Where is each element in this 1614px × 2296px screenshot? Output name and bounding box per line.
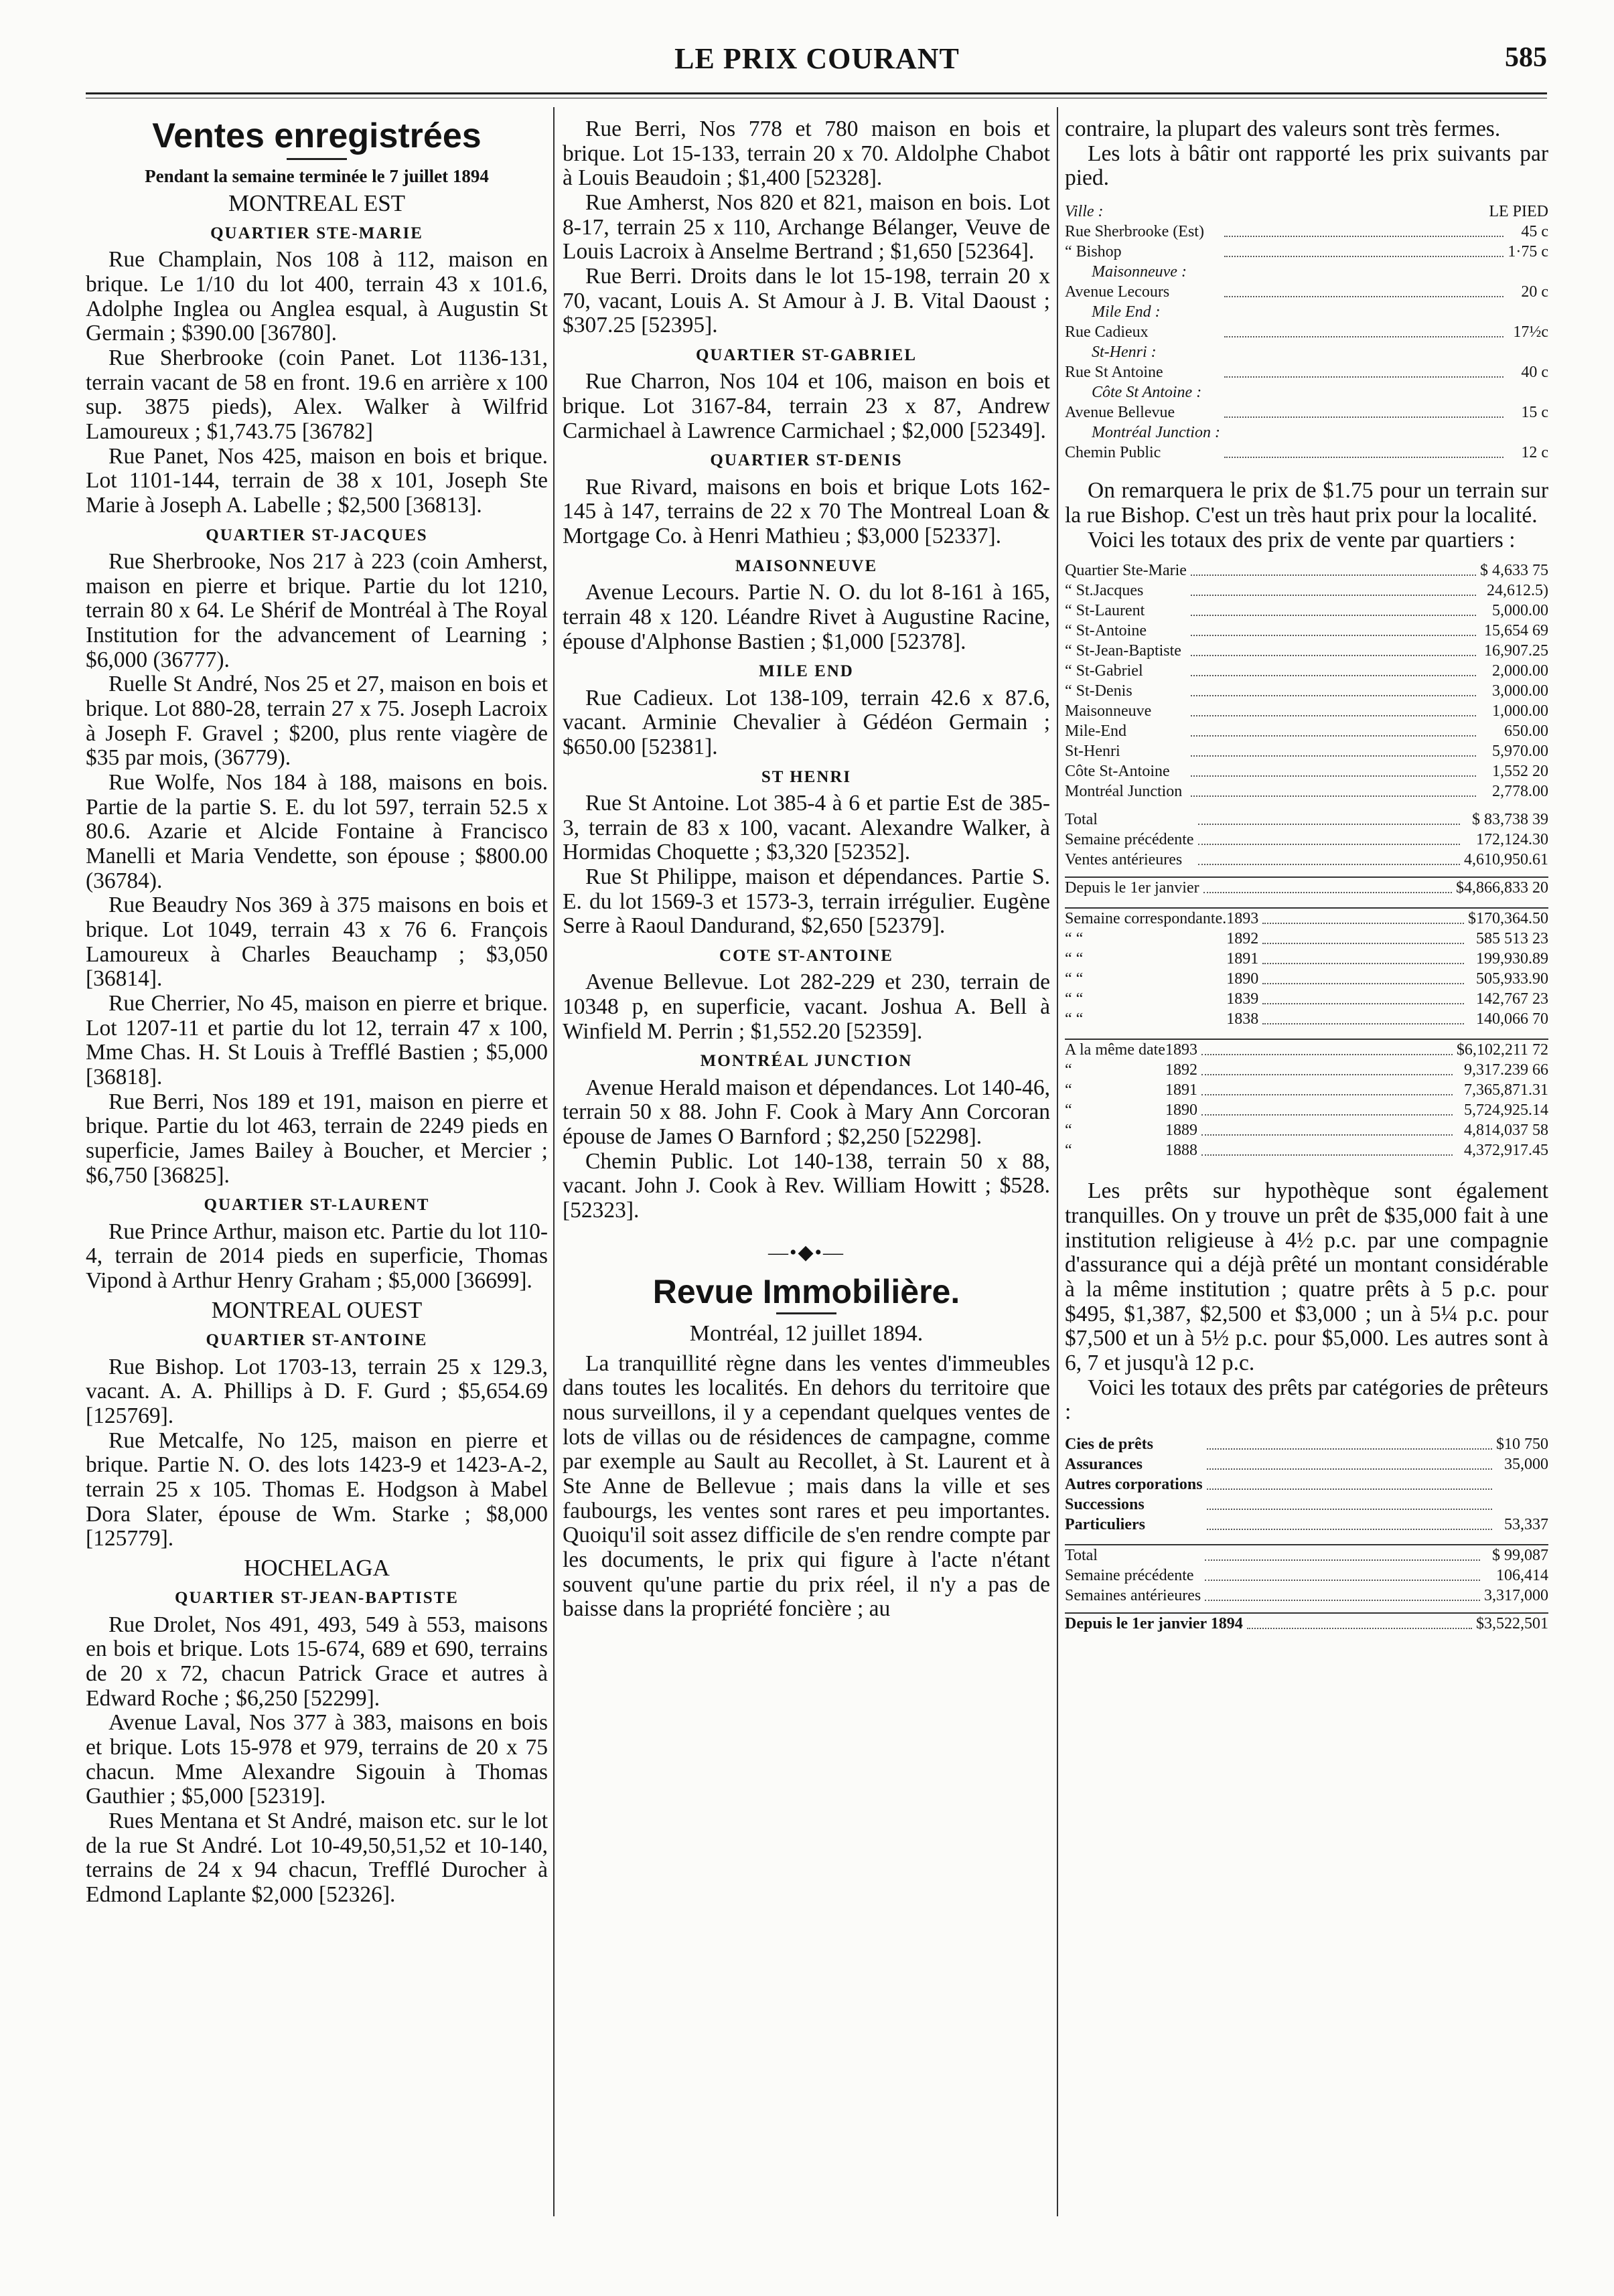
row-label: Côte St-Antoine <box>1065 763 1170 781</box>
lot-price-row <box>1065 222 1548 242</box>
quartier-row <box>1065 661 1548 681</box>
quarter-heading: MONTRÉAL JUNCTION <box>700 1052 913 1071</box>
row-value: 1,552 20 <box>1492 763 1548 781</box>
row-value: 2,778.00 <box>1492 783 1548 801</box>
row-label: Maisonneuve <box>1065 702 1152 720</box>
row-year: 1838 <box>1226 1010 1259 1028</box>
row-value: 2,000.00 <box>1492 662 1548 680</box>
row-label: “ “ <box>1065 930 1084 948</box>
row-label: Mile End : <box>1092 303 1161 321</box>
quarter-heading: QUARTIER ST-JACQUES <box>206 526 428 544</box>
article-paragraph: Les lots à bâtir ont rapporté les prix suivants par pied. <box>1065 141 1548 191</box>
heading-rule <box>287 158 347 160</box>
quartiers-totals-table <box>1065 560 1548 801</box>
lot-price-row <box>1065 443 1548 463</box>
leader-dots <box>1187 621 1480 641</box>
leader-dots <box>1187 701 1480 721</box>
quartier-row <box>1065 761 1548 781</box>
row-value: $4,866,833 20 <box>1456 879 1548 897</box>
sale-entry: Rue St Philippe, maison et dépendances. Partie S. E. du lot 1569-3 et 1573-3, terrain irrégulier. Eugène Serre à Raoul Dandurand, $2,650 [52379]. <box>563 864 1050 939</box>
corresponding-week-row <box>1065 969 1548 989</box>
leader-dots <box>1220 242 1508 262</box>
row-label: “ Bishop <box>1065 243 1122 261</box>
row-value: 7,365,871.31 <box>1464 1081 1548 1099</box>
lender-row <box>1065 1495 1548 1515</box>
page-header <box>87 42 1547 82</box>
leader-dots <box>1197 1060 1457 1080</box>
leader-dots <box>1220 302 1508 322</box>
leader-dots <box>1220 282 1508 302</box>
row-value <box>1508 262 1548 282</box>
section-heading: Ventes enregistrées <box>152 117 482 155</box>
article-paragraph: Voici les totaux des prix de vente par quartiers : <box>1088 527 1516 552</box>
column-1 <box>86 117 548 1908</box>
quarter-heading: QUARTIER ST-JEAN-BAPTISTE <box>175 1589 459 1608</box>
row-label: “ St-Gabriel <box>1065 662 1143 680</box>
row-value: 3,000.00 <box>1492 682 1548 700</box>
row-label: Rue St Antoine <box>1065 364 1163 382</box>
leader-dots <box>1201 1565 1484 1586</box>
leader-dots <box>1220 322 1508 342</box>
quarter-heading: ST HENRI <box>761 767 852 786</box>
row-label: Particuliers <box>1065 1516 1145 1534</box>
total-row <box>1065 830 1548 850</box>
lot-price-row <box>1065 362 1548 382</box>
lot-price-row <box>1065 302 1548 322</box>
sale-entry: Ruelle St André, Nos 25 et 27, maison en bois et brique. Lot 880-28, terrain 27 x 75. Joseph Lacroix à Joseph F. Gravel ; $200, plus rente viagère de $35 par mois, (36779). <box>86 672 548 771</box>
district-heading: MONTREAL EST <box>228 189 406 216</box>
leader-dots <box>1258 1009 1468 1029</box>
lender-row <box>1065 1434 1548 1454</box>
row-value: 16,907.25 <box>1484 642 1548 660</box>
lots-header-left: Ville : <box>1065 203 1104 221</box>
quartier-row <box>1065 701 1548 721</box>
row-label: Autres corporations <box>1065 1476 1203 1494</box>
corresponding-week-row <box>1065 989 1548 1009</box>
row-label: “ “ <box>1065 970 1084 988</box>
leader-dots <box>1203 1495 1496 1515</box>
row-value <box>1508 423 1548 443</box>
row-label: Côte St Antoine : <box>1092 384 1202 402</box>
row-value: 172,124.30 <box>1476 831 1548 849</box>
leader-dots <box>1220 443 1508 463</box>
page-number: 585 <box>1505 42 1547 73</box>
loan-total-row <box>1065 1565 1548 1586</box>
row-year: 1891 <box>1226 950 1259 968</box>
sale-entry: Rue Berri, Nos 778 et 780 maison en bois et brique. Lot 15-133, terrain 20 x 70. Aldolphe Chabot à Louis Beaudoin ; $1,400 [52328]. <box>563 117 1050 191</box>
quartier-row <box>1065 601 1548 621</box>
leader-dots <box>1220 262 1508 282</box>
quarter-heading: QUARTIER ST-ANTOINE <box>206 1331 428 1350</box>
leader-dots <box>1187 761 1480 781</box>
sale-entry: Rue Wolfe, Nos 184 à 188, maisons en bois. Partie de la partie S. E. du lot 597, terrain 52.5 x 80.6. Azarie et Alcide Fontaine à Francisco Manelli et Maria Vendette, son épouse ; $800.00 (36784). <box>86 770 548 893</box>
row-year: 1893 <box>1165 1041 1197 1059</box>
leader-dots <box>1258 989 1468 1009</box>
ytd-row <box>1065 877 1548 898</box>
row-value: 585 513 23 <box>1476 930 1548 948</box>
sale-entry: Rue Bishop. Lot 1703-13, terrain 25 x 129.3, vacant. A. A. Phillips à D. F. Gurd ; $5,654.69 [125769]. <box>86 1354 548 1428</box>
leader-dots <box>1201 1586 1484 1606</box>
row-value: 12 c <box>1521 444 1548 462</box>
row-value: 3,317,000 <box>1484 1587 1548 1605</box>
same-date-table <box>1065 1039 1548 1160</box>
leader-dots <box>1201 1545 1484 1565</box>
row-label: “ <box>1065 1122 1072 1140</box>
row-year: 1890 <box>1226 970 1259 988</box>
sale-entry: Rue Berri, Nos 189 et 191, maison en pierre et brique. Partie du lot 463, terrain de 2249 pieds en superficie, James Bailey à Boucher, et Mercier ; $6,750 [36825]. <box>86 1089 548 1188</box>
leader-dots <box>1220 342 1508 362</box>
leader-dots <box>1199 877 1456 898</box>
leader-dots <box>1197 1140 1457 1160</box>
sale-entry: Rue Amherst, Nos 820 et 821, maison en bois. Lot 8-17, terrain 25 x 110, Archange Bélanger, Veuve de Louis Lacroix à Anselme Bertrand ; $1,650 [52364]. <box>563 190 1050 264</box>
row-label: Cies de prêts <box>1065 1436 1153 1454</box>
article-paragraph: contraire, la plupart des valeurs sont très fermes. <box>1065 117 1501 141</box>
lender-row <box>1065 1474 1548 1495</box>
row-label: “ <box>1065 1081 1072 1099</box>
row-value: 24,612.5) <box>1487 582 1548 600</box>
lots-price-table <box>1065 222 1548 463</box>
row-value: 15 c <box>1521 404 1548 422</box>
row-label: Successions <box>1065 1496 1145 1514</box>
row-label: Avenue Bellevue <box>1065 404 1175 422</box>
row-label: Semaine correspondante. <box>1065 910 1227 928</box>
leader-dots <box>1187 781 1480 801</box>
row-value: $ 83,738 39 <box>1472 811 1548 829</box>
quartier-row <box>1065 781 1548 801</box>
row-value: 5,724,925.14 <box>1464 1101 1548 1120</box>
quarter-heading: MAISONNEUVE <box>735 556 878 575</box>
loans-ytd-table <box>1065 1612 1548 1634</box>
row-value <box>1496 1495 1548 1515</box>
column-divider-2 <box>1057 107 1058 2216</box>
quarter-heading: QUARTIER STE-MARIE <box>210 224 423 242</box>
quartier-row <box>1065 741 1548 761</box>
row-label: “ <box>1065 1142 1072 1160</box>
leader-dots <box>1187 741 1480 761</box>
lot-price-row <box>1065 242 1548 262</box>
sale-entry: Rue Beaudry Nos 369 à 375 maisons en bois et brique. Lot 1049, terrain 43 x 76 6. François Lamoureux à Charles Beauchamp ; $3,050 [36814]. <box>86 893 548 992</box>
article-paragraph: Voici les totaux des prêts par catégories de prêteurs : <box>1065 1375 1548 1425</box>
row-value: $3,522,501 <box>1476 1615 1548 1633</box>
row-value: 1·75 c <box>1508 243 1548 261</box>
row-label: “ St-Denis <box>1065 682 1132 700</box>
sale-entry: Avenue Herald maison et dépendances. Lot 140-46, terrain 50 x 88. John F. Cook à Mary Ann Corcoran épouse de James O Barnford ; $2,250 [52298]. <box>563 1075 1050 1150</box>
quarter-heading: MILE END <box>759 662 854 681</box>
row-label: Quartier Ste-Marie <box>1065 562 1187 580</box>
quartier-row <box>1065 581 1548 601</box>
heading-rule <box>776 1312 836 1314</box>
leader-dots <box>1258 949 1468 969</box>
row-label: “ St-Jean-Baptiste <box>1065 642 1181 660</box>
loan-ytd-row <box>1065 1613 1548 1634</box>
row-label: Ventes antérieures <box>1065 851 1183 869</box>
row-value <box>1508 382 1548 402</box>
lots-table-header <box>1065 203 1548 220</box>
ornament-divider: —•◆•— <box>767 1241 845 1264</box>
row-value: 53,337 <box>1504 1516 1548 1534</box>
quarter-heading: QUARTIER ST-LAURENT <box>204 1196 430 1215</box>
row-label: Total <box>1065 811 1098 829</box>
lender-row <box>1065 1515 1548 1535</box>
sale-entry: Rue Rivard, maisons en bois et brique Lots 162-145 à 147, terrains de 22 x 70 The Montreal Loan & Mortgage Co. à Henri Mathieu ; $3,000 [52337]. <box>563 474 1050 549</box>
row-label: Assurances <box>1065 1456 1143 1474</box>
row-label: “ St-Antoine <box>1065 622 1147 640</box>
leader-dots <box>1187 581 1480 601</box>
leader-dots <box>1187 641 1480 661</box>
leader-dots <box>1220 423 1508 443</box>
row-value <box>1496 1474 1548 1495</box>
article-body: La tranquillité règne dans les ventes d'immeubles dans toutes les localités. En dehors du territoire que nous surveillons, il y a cependant quelques ventes de lots de villas ou de résidences de campagne, comme par exemple au Sault au Recollet, à St. Laurent et à Ste Anne de Bellevue ; mais dans la ville et ses faubourgs, les ventes sont rares et peu importantes. Quoiqu'il soit assez difficile de s'en rendre compte par les documents, le prix qui figure à l'acte n'étant souvent qu'une partie du prix réel, il n'y a pas de baisse dans la propriété foncière ; au <box>563 1351 1050 1622</box>
row-value: 4,814,037 58 <box>1464 1122 1548 1140</box>
sale-entry: Rue Berri. Droits dans le lot 15-198, terrain 20 x 70, vacant, Louis A. St Amour à J. B. Vital Daoust ; $307.25 [52395]. <box>563 264 1050 338</box>
header-rule <box>86 92 1547 94</box>
row-value: 45 c <box>1521 223 1548 241</box>
dateline: Montréal, 12 juillet 1894. <box>689 1321 924 1347</box>
row-label: “ St-Laurent <box>1065 602 1145 620</box>
sale-entry: Rue Panet, Nos 425, maison en bois et brique. Lot 1101-144, terrain de 38 x 101, Joseph Ste Marie à Joseph A. Labelle ; $2,500 [36813]. <box>86 443 548 518</box>
row-label: Mile-End <box>1065 722 1126 741</box>
leader-dots <box>1203 1474 1496 1495</box>
leader-dots <box>1194 810 1464 830</box>
quartier-row <box>1065 621 1548 641</box>
row-value: $170,364.50 <box>1468 910 1548 928</box>
row-label: Avenue Lecours <box>1065 283 1170 301</box>
leader-dots <box>1220 402 1508 423</box>
sale-entry: Rue Metcalfe, No 125, maison en pierre et brique. Partie N. O. des lots 1423-9 et 1423-A-2, terrain 25 x 105. Thomas E. Hodgson à Mabel Dora Slater, épouse de Wm. Starke ; $8,000 [125779]. <box>86 1428 548 1551</box>
row-label: “ St.Jacques <box>1065 582 1144 600</box>
quartier-row <box>1065 681 1548 701</box>
same-date-row <box>1065 1120 1548 1140</box>
quarter-heading: QUARTIER ST-GABRIEL <box>695 346 918 365</box>
loan-total-row <box>1065 1586 1548 1606</box>
row-value: 4,372,917.45 <box>1464 1142 1548 1160</box>
row-label: Total <box>1065 1547 1098 1565</box>
row-year: 1889 <box>1165 1122 1197 1140</box>
leader-dots <box>1258 929 1468 949</box>
corresponding-week-row <box>1065 908 1548 929</box>
loan-total-row <box>1065 1545 1548 1565</box>
row-value: 1,000.00 <box>1492 702 1548 720</box>
loans-totals-table <box>1065 1544 1548 1606</box>
row-year: 1892 <box>1165 1061 1197 1079</box>
lot-price-row <box>1065 402 1548 423</box>
row-value: 5,970.00 <box>1492 743 1548 761</box>
row-value: 650.00 <box>1504 722 1548 741</box>
same-date-row <box>1065 1100 1548 1120</box>
corresponding-week-row <box>1065 1009 1548 1029</box>
row-label: Chemin Public <box>1065 444 1161 462</box>
row-label: Semaines antérieures <box>1065 1587 1201 1605</box>
section-subheading: Pendant la semaine terminée le 7 juillet 1894 <box>145 165 489 186</box>
leader-dots <box>1220 222 1508 242</box>
row-value: 15,654 69 <box>1484 622 1548 640</box>
sales-totals-table <box>1065 810 1548 870</box>
row-value: $10 750 <box>1496 1436 1548 1454</box>
column-2 <box>563 117 1050 1622</box>
leader-dots <box>1258 908 1468 929</box>
row-label: Rue Cadieux <box>1065 323 1149 341</box>
row-year: 1892 <box>1226 930 1259 948</box>
same-date-row <box>1065 1080 1548 1100</box>
row-value: 106,414 <box>1496 1567 1548 1585</box>
sales-ytd-table <box>1065 876 1548 898</box>
row-label: Semaine précédente <box>1065 1567 1194 1585</box>
leader-dots <box>1203 1454 1496 1474</box>
row-year: 1839 <box>1226 990 1259 1008</box>
sale-entry: Rue Sherbrooke (coin Panet. Lot 1136-131, terrain vacant de 58 en front. 19.6 en arrière x 100 sup. 3875 pieds), Alex. Walker à Wilfrid Lamoureux ; $1,743.75 [36782] <box>86 345 548 444</box>
row-value: $6,102,211 72 <box>1456 1041 1548 1059</box>
row-value: 9,317.239 66 <box>1464 1061 1548 1079</box>
sale-entry: Rue Drolet, Nos 491, 493, 549 à 553, maisons en bois et brique. Lots 15-674, 689 et 690, terrains de 20 x 72, chacun Patrick Grace et autres à Edward Roche ; $6,250 [52299]. <box>86 1612 548 1711</box>
district-heading: HOCHELAGA <box>244 1554 390 1581</box>
sale-entry: Rue Sherbrooke, Nos 217 à 223 (coin Amherst, maison en pierre et brique. Partie du lot 1210, terrain 80 x 64. Le Shérif de Montréal à The Royal Institution for the advancement of Learning ; $6,000 (36777). <box>86 548 548 672</box>
sale-entry: Rues Mentana et St André, maison etc. sur le lot de la rue St André. Lot 10-49,50,51,52 et 10-140, terrains de 24 x 94 chacun, Trefflé Durocher à Edmond Laplante $2,000 [52326]. <box>86 1808 548 1907</box>
row-value: 505,933.90 <box>1476 970 1548 988</box>
row-value: 40 c <box>1521 364 1548 382</box>
row-value: 142,767 23 <box>1476 990 1548 1008</box>
leader-dots <box>1203 1434 1496 1454</box>
district-heading: MONTREAL OUEST <box>211 1296 423 1323</box>
corresponding-week-row <box>1065 929 1548 949</box>
leader-dots <box>1187 681 1480 701</box>
lot-price-row <box>1065 423 1548 443</box>
row-year: 1888 <box>1165 1142 1197 1160</box>
row-label: St-Henri : <box>1092 343 1157 362</box>
leader-dots <box>1197 1120 1457 1140</box>
sales-listings <box>86 191 548 1908</box>
row-label: Montréal Junction : <box>1092 424 1220 442</box>
leader-dots <box>1197 1039 1457 1060</box>
journal-title: LE PRIX COURANT <box>674 42 960 75</box>
row-label: “ <box>1065 1061 1072 1079</box>
lender-row <box>1065 1454 1548 1474</box>
lots-header-right: LE PIED <box>1489 203 1548 221</box>
leader-dots <box>1187 601 1480 621</box>
sale-entry: Avenue Laval, Nos 377 à 383, maisons en bois et brique. Lots 15-978 et 979, terrains de 20 x 75 chacun. Mme Alexandre Sigouin à Thomas Gauthier ; $5,000 [52319]. <box>86 1710 548 1809</box>
row-label: Montréal Junction <box>1065 783 1183 801</box>
row-value: 4,610,950.61 <box>1464 851 1548 869</box>
quartier-row <box>1065 721 1548 741</box>
quarter-heading: COTE ST-ANTOINE <box>719 947 893 966</box>
lot-price-row <box>1065 262 1548 282</box>
leader-dots <box>1187 560 1480 581</box>
row-label: “ “ <box>1065 950 1084 968</box>
row-value: 35,000 <box>1504 1456 1548 1474</box>
lot-price-row <box>1065 322 1548 342</box>
row-value: 17½c <box>1513 323 1548 341</box>
row-label: A la même date <box>1065 1041 1165 1059</box>
total-row <box>1065 810 1548 830</box>
article-heading: Revue Immobilière. <box>652 1272 960 1310</box>
same-date-row <box>1065 1140 1548 1160</box>
same-date-row <box>1065 1039 1548 1060</box>
row-label: Depuis le 1er janvier 1894 <box>1065 1615 1243 1633</box>
row-value: $ 4,633 75 <box>1480 562 1548 580</box>
leader-dots <box>1197 1080 1457 1100</box>
column-3 <box>1065 117 1548 1634</box>
loans-by-lender-table <box>1065 1434 1548 1535</box>
sale-entry: Rue Cadieux. Lot 138-109, terrain 42.6 x 87.6, vacant. Arminie Chevalier à Gédéon Germain ; $650.00 [52381]. <box>563 685 1050 759</box>
leader-dots <box>1194 830 1464 850</box>
sales-listings-continued <box>563 117 1050 1223</box>
leader-dots <box>1203 1515 1496 1535</box>
leader-dots <box>1194 850 1464 870</box>
sale-entry: Avenue Bellevue. Lot 282-229 et 230, terrain de 10348 p, en superficie, vacant. Joshua A. Bell à Winfield M. Perrin ; $1,552.20 [52359]. <box>563 970 1050 1044</box>
sale-entry: Rue Prince Arthur, maison etc. Partie du lot 110-4, terrain de 2014 pieds en superficie, Thomas Vipond à Arthur Henry Graham ; $5,000 [36699]. <box>86 1219 548 1294</box>
leader-dots <box>1197 1100 1457 1120</box>
lot-price-row <box>1065 342 1548 362</box>
quartier-row <box>1065 560 1548 581</box>
leader-dots <box>1187 721 1480 741</box>
row-value: 5,000.00 <box>1492 602 1548 620</box>
sale-entry: Rue St Antoine. Lot 385-4 à 6 et partie Est de 385-3, terrain de 83 x 100, vacant. Alexandre Walker, à Hormidas Choquette ; $3,320 [52352]. <box>563 790 1050 865</box>
quarter-heading: QUARTIER ST-DENIS <box>710 451 903 470</box>
sale-entry: Chemin Public. Lot 140-138, terrain 50 x 88, vacant. John J. Cook à Rev. William Howitt ; $528. [52323]. <box>563 1148 1050 1223</box>
row-value <box>1508 302 1548 322</box>
leader-dots <box>1243 1613 1476 1634</box>
sale-entry: Rue Cherrier, No 45, maison en pierre et brique. Lot 1207-11 et partie du lot 12, terrain 47 x 100, Mme Chas. H. St Louis à Trefflé Bastien ; $5,000 [36818]. <box>86 991 548 1090</box>
row-label: Maisonneuve : <box>1092 263 1187 281</box>
corresponding-week-table <box>1065 907 1548 1029</box>
row-value: 20 c <box>1521 283 1548 301</box>
corresponding-week-row <box>1065 949 1548 969</box>
quartier-row <box>1065 641 1548 661</box>
row-label: “ “ <box>1065 1010 1084 1028</box>
column-divider-1 <box>553 107 555 2216</box>
same-date-row <box>1065 1060 1548 1080</box>
sale-entry: Rue Champlain, Nos 108 à 112, maison en brique. Le 1/10 du lot 400, terrain 43 x 101.6, Adolphe Inglea ou Anglea esqual, à Augustin St Germain ; $390.00 [36780]. <box>86 247 548 346</box>
row-value: 199,930.89 <box>1476 950 1548 968</box>
leader-dots <box>1220 382 1508 402</box>
row-label: Semaine précédente <box>1065 831 1194 849</box>
total-row <box>1065 850 1548 870</box>
row-label: “ <box>1065 1101 1072 1120</box>
row-year: 1893 <box>1226 910 1259 928</box>
row-value: $ 99,087 <box>1492 1547 1548 1565</box>
leader-dots <box>1258 969 1468 989</box>
row-value: 140,066 70 <box>1476 1010 1548 1028</box>
lot-price-row <box>1065 282 1548 302</box>
leader-dots <box>1220 362 1508 382</box>
row-label: “ “ <box>1065 990 1084 1008</box>
article-paragraph: On remarquera le prix de $1.75 pour un terrain sur la rue Bishop. C'est un très haut prix pour la localité. <box>1065 478 1548 528</box>
sale-entry: Avenue Lecours. Partie N. O. du lot 8-161 à 165, terrain 48 x 120. Léandre Rivet à Augustine Racine, épouse d'Alphonse Bastien ; $1,000 [52378]. <box>563 580 1050 654</box>
row-label: St-Henri <box>1065 743 1120 761</box>
sale-entry: Rue Charron, Nos 104 et 106, maison en bois et brique. Lot 3167-84, terrain 23 x 87, Andrew Carmichael à Lawrence Carmichael ; $2,000 [52349]. <box>563 369 1050 443</box>
row-label: Depuis le 1er janvier <box>1065 879 1199 897</box>
article-paragraph: Les prêts sur hypothèque sont également tranquilles. On y trouve un prêt de $35,000 fait à une institution religieuse à 4½ p.c. par une compagnie d'assurance qui a déjà prêté un montant considérable à la même institution ; quatre prêts à 5 p.c. pour $495, $1,387, $2,500 et $3,000 ; un à 5¼ p.c. pour $7,500 et un à 5½ p.c. pour $5,000. Les autres sont à 6, 7 et jusqu'à 12 p.c. <box>1065 1178 1548 1375</box>
row-value <box>1508 342 1548 362</box>
row-year: 1891 <box>1165 1081 1197 1099</box>
row-label: Rue Sherbrooke (Est) <box>1065 223 1204 241</box>
row-year: 1890 <box>1165 1101 1197 1120</box>
leader-dots <box>1187 661 1480 681</box>
lot-price-row <box>1065 382 1548 402</box>
